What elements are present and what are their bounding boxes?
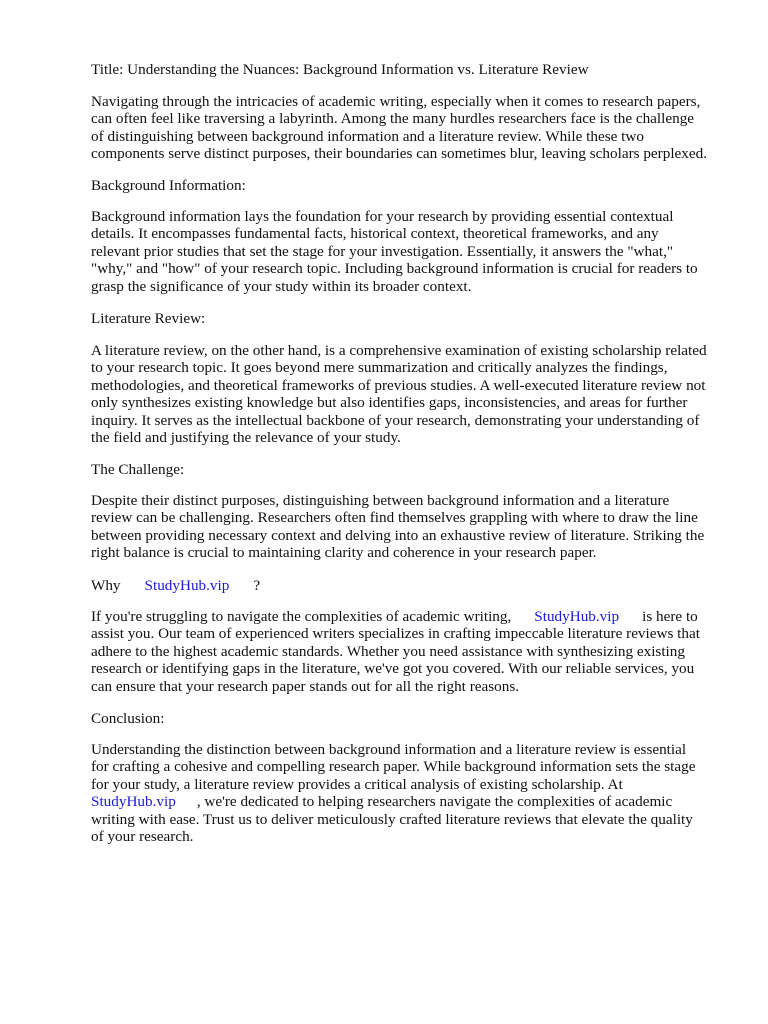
why-suffix: ? (253, 577, 261, 594)
literature-paragraph (91, 342, 725, 446)
intro-paragraph (91, 93, 725, 163)
conclusion-line: for your study, a literature review provides a critical analysis of existing scholarship. At (91, 775, 623, 793)
studyhub-link[interactable]: StudyHub.vip (91, 793, 176, 811)
intro-line: components serve distinct purposes, their boundaries can sometimes blur, leaving scholars perplexed. (91, 145, 708, 163)
background-heading: Background Information: (91, 177, 246, 194)
conclusion-line: writing with ease. Trust us to deliver meticulously crafted literature reviews that elevate the quality (91, 810, 693, 828)
pitch-paragraph (91, 608, 725, 695)
background-line: Background information lays the foundation for your research by providing essential contextual (91, 208, 674, 225)
literature-line: A literature review, on the other hand, is a comprehensive examination of existing scholarship related (91, 342, 707, 359)
intro-line: of distinguishing between background information and a literature review. While these two (91, 127, 644, 145)
conclusion-paragraph (91, 741, 725, 845)
background-line: "why," and "how" of your research topic. Including background information is crucial for readers to (91, 260, 698, 278)
document-title: Title: Understanding the Nuances: Background Information vs. Literature Review (91, 61, 589, 78)
intro-line: can often feel like traversing a labyrinth. Among the many hurdles researchers face is the challenge (91, 110, 695, 128)
pitch-line: If you're struggling to navigate the complexities of academic writing, (91, 608, 512, 625)
challenge-paragraph (91, 492, 725, 562)
studyhub-link[interactable]: StudyHub.vip (144, 577, 230, 594)
challenge-line: Despite their distinct purposes, distinguishing between background information and a literature (91, 492, 670, 509)
literature-line: inquiry. It serves as the intellectual backbone of your research, demonstrating your understanding of (91, 411, 700, 429)
background-line: relevant prior studies that set the stage for your investigation. Essentially, it answers the "what," (91, 242, 674, 260)
intro-line: Navigating through the intricacies of academic writing, especially when it comes to research papers, (91, 93, 701, 110)
studyhub-link[interactable]: StudyHub.vip (534, 608, 620, 625)
conclusion-line: for crafting a cohesive and compelling research paper. While background information sets the stage (91, 758, 696, 776)
pitch-line: can ensure that your research paper stands out for all the right reasons. (91, 677, 520, 695)
background-line: details. It encompasses fundamental facts, historical context, theoretical frameworks, and any (91, 225, 659, 243)
pitch-line: adhere to the highest academic standards. Whether you need assistance with synthesizing existing (91, 642, 685, 660)
background-line: grasp the significance of your study within its broader context. (91, 277, 472, 295)
literature-line: to your research topic. It goes beyond mere summarization and critically analyzes the findings, (91, 359, 668, 377)
literature-line: only synthesizes existing knowledge but also identifies gaps, inconsistencies, and areas for further (91, 394, 688, 412)
challenge-line: right balance is crucial to maintaining clarity and coherence in your research paper. (91, 544, 597, 562)
literature-line: the field and justifying the relevance of your study. (91, 428, 401, 446)
conclusion-line: Understanding the distinction between background information and a literature review is essential (91, 741, 687, 758)
why-line (91, 577, 725, 594)
literature-heading: Literature Review: (91, 310, 206, 327)
challenge-line: between providing necessary context and delving into an exhaustive review of literature. Striking the (91, 526, 705, 544)
challenge-heading: The Challenge: (91, 461, 185, 478)
challenge-line: review can be challenging. Researchers often find themselves grappling with where to draw the line (91, 509, 698, 527)
literature-line: methodologies, and theoretical frameworks of previous studies. A well-executed literature review not (91, 376, 706, 394)
pitch-line-suffix: is here to (642, 608, 698, 625)
conclusion-heading: Conclusion: (91, 710, 165, 727)
conclusion-line: , we're dedicated to helping researchers navigate the complexities of academic (196, 793, 673, 811)
pitch-line: assist you. Our team of experienced writers specializes in crafting impeccable literature reviews that (91, 625, 700, 643)
conclusion-line: of your research. (91, 827, 194, 845)
background-paragraph (91, 208, 725, 295)
why-prefix: Why (91, 577, 121, 594)
pitch-line: research or identifying gaps in the literature, we've got you covered. With our reliable services, you (91, 660, 695, 678)
